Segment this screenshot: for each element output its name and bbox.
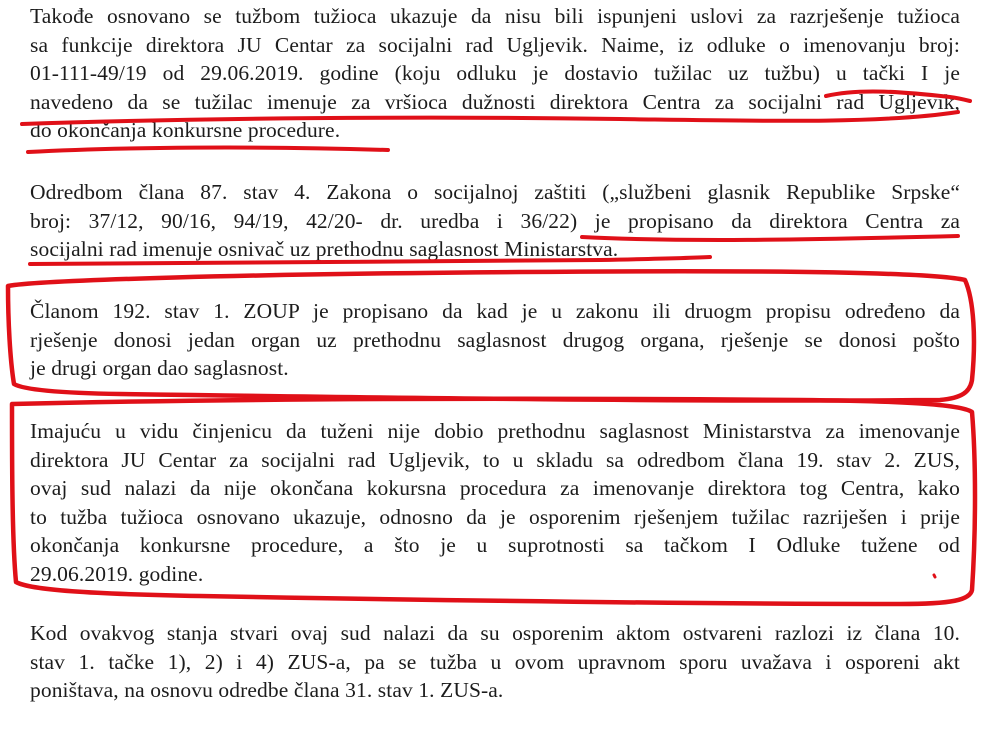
text-line: to tužba tužioca osnovano ukazuje, odnosno da je osporenim rješenjem tužilac razriješen i prije bbox=[30, 504, 960, 529]
paragraph-conclusion bbox=[30, 619, 960, 705]
text-line: stav 1. tačke 1), 2) i 4) ZUS-a, pa se tužba u ovom upravnom sporu uvažava i osporeni akt bbox=[30, 649, 960, 674]
text-line: je drugi organ dao saglasnost. bbox=[30, 356, 289, 381]
text-line: 01-111-49/19 od 29.06.2019. godine (koju odluku je dostavio tužilac uz tužbu) u tački I je bbox=[30, 61, 960, 86]
paragraph-article-192-zoup bbox=[30, 297, 960, 383]
paragraph-article-87 bbox=[30, 178, 960, 264]
text-line: Imajuću u vidu činjenicu da tuženi nije dobio prethodnu saglasnost Ministarstva za imenovanje bbox=[30, 419, 960, 443]
paragraph-court-finding bbox=[30, 417, 960, 589]
text-line: broj: 37/12, 90/16, 94/19, 42/20- dr. uredba i 36/22) je propisano da direktora Centra za bbox=[30, 208, 960, 233]
text-line: direktora JU Centar za socijalni rad Ugljevik, to u skladu sa odredbom člana 19. stav 2. ZUS, bbox=[30, 447, 960, 472]
text-line: Kod ovakvog stanja stvari ovaj sud nalazi da su osporenim aktom ostvareni razlozi iz člana 10. bbox=[30, 621, 960, 645]
text-line: poništava, na osnovu odredbe člana 31. stav 1. ZUS-a. bbox=[30, 678, 504, 703]
red-underline bbox=[28, 148, 388, 152]
paragraph-dismissal-conditions bbox=[30, 2, 960, 145]
text-line: do okončanja konkursne procedure. bbox=[30, 118, 341, 143]
text-line: Odredbom člana 87. stav 4. Zakona o socijalnoj zaštiti („službeni glasnik Republike Srpske“ bbox=[30, 180, 960, 204]
text-line: Članom 192. stav 1. ZOUP je propisano da kad je u zakonu ili druogm propisu određeno da bbox=[30, 299, 960, 323]
text-line: socijalni rad imenuje osnivač uz prethodnu saglasnost Ministarstva. bbox=[30, 237, 619, 262]
text-line: navedeno da se tužilac imenuje za vršioca dužnosti direktora Centra za socijalni rad Ugljevik, bbox=[30, 89, 960, 114]
text-line: okončanja konkursne procedure, a što je u suprotnosti sa tačkom I Odluke tužene od bbox=[30, 533, 960, 558]
text-line: 29.06.2019. godine. bbox=[30, 561, 204, 586]
text-line: sa funkcije direktora JU Centar za socijalni rad Ugljevik. Naime, iz odluke o imenovanju broj: bbox=[30, 32, 960, 57]
text-line: ovaj sud nalazi da nije okončana kokursna procedura za imenovanje direktora tog Centra, kako bbox=[30, 476, 960, 501]
text-line: rješenje donosi jedan organ uz prethodnu saglasnost drugog organa, rješenje se donosi pošto bbox=[30, 327, 960, 352]
text-line: Takođe osnovano se tužbom tužioca ukazuje da nisu bili ispunjeni uslovi za razrješenje tužioca bbox=[30, 4, 960, 28]
